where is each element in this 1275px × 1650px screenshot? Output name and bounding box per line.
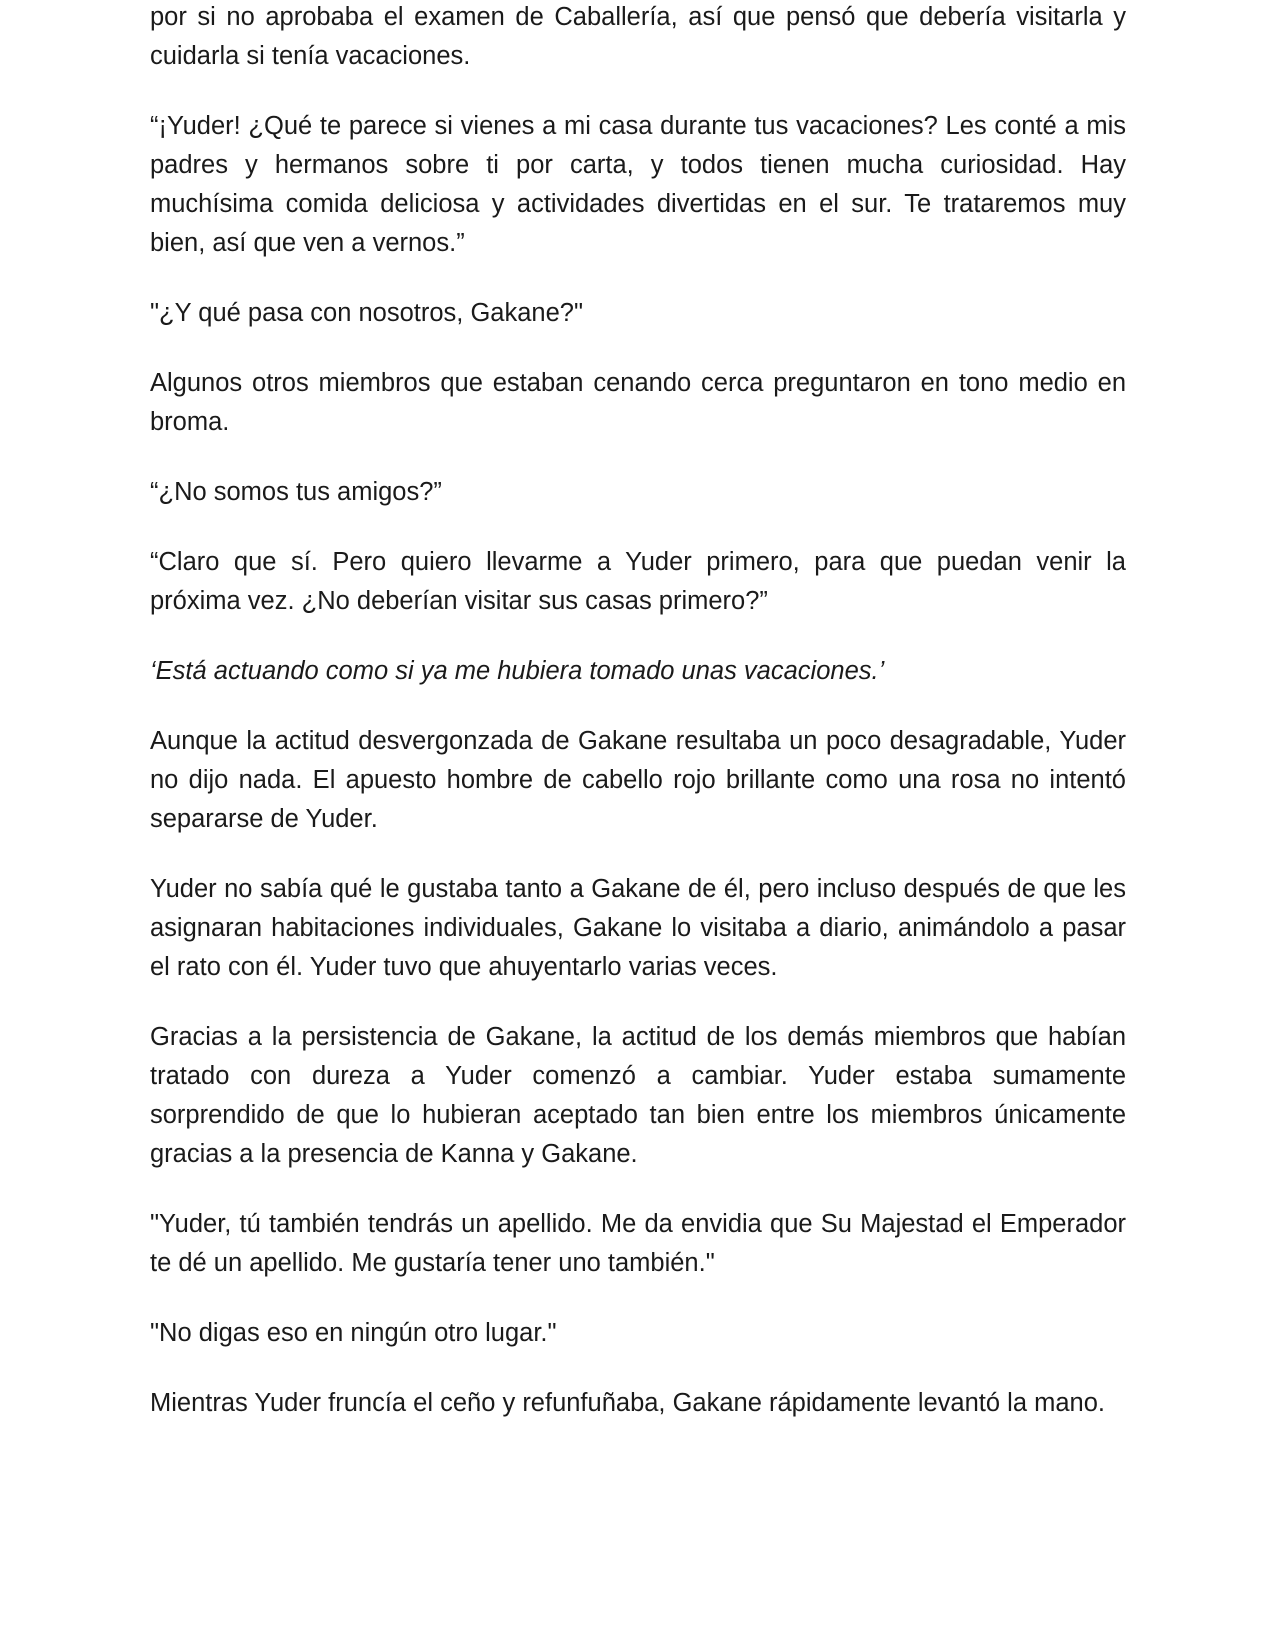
paragraph-8: Aunque la actitud desvergonzada de Gakane resultaba un poco desagradable, Yuder no dijo nada. El apuesto hombre de cabello rojo brillante como una rosa no intentó separarse de Yuder. xyxy=(150,727,1126,833)
paragraph-4: Algunos otros miembros que estaban cenando cerca preguntaron en tono medio en broma. xyxy=(150,369,1126,436)
paragraph-13: Mientras Yuder fruncía el ceño y refunfuñaba, Gakane rápidamente levantó la mano. xyxy=(150,1389,1105,1417)
paragraph-11: "Yuder, tú también tendrás un apellido. Me da envidia que Su Majestad el Emperador te dé un apellido. Me gustaría tener uno también." xyxy=(150,1210,1126,1277)
paragraph-9: Yuder no sabía qué le gustaba tanto a Gakane de él, pero incluso después de que les asignaran habitaciones individuales, Gakane lo visitaba a diario, animándolo a pasar el rato con él. Yuder tuvo que ahuyentarlo varias veces. xyxy=(150,875,1126,981)
paragraph-5: “¿No somos tus amigos?” xyxy=(150,478,442,506)
paragraph-12: "No digas eso en ningún otro lugar." xyxy=(150,1319,557,1347)
paragraph-7-italic-thought: ‘Está actuando como si ya me hubiera tomado unas vacaciones.’ xyxy=(150,657,885,685)
paragraph-3: "¿Y qué pasa con nosotros, Gakane?" xyxy=(150,299,583,327)
paragraph-1: por si no aprobaba el examen de Caballería, así que pensó que debería visitarla y cuidarla si tenía vacaciones. xyxy=(150,3,1126,70)
paragraph-6: “Claro que sí. Pero quiero llevarme a Yuder primero, para que puedan venir la próxima vez. ¿No deberían visitar sus casas primero?” xyxy=(150,548,1126,615)
document-page xyxy=(150,0,1126,1454)
paragraph-10: Gracias a la persistencia de Gakane, la actitud de los demás miembros que habían tratado con dureza a Yuder comenzó a cambiar. Yuder estaba sumamente sorprendido de que lo hubieran aceptado tan bien entre los miembros únicamente gracias a la presencia de Kanna y Gakane. xyxy=(150,1023,1126,1168)
paragraph-2: “¡Yuder! ¿Qué te parece si vienes a mi casa durante tus vacaciones? Les conté a mis padres y hermanos sobre ti por carta, y todos tienen mucha curiosidad. Hay muchísima comida deliciosa y actividades divertidas en el sur. Te trataremos muy bien, así que ven a vernos.” xyxy=(150,112,1126,257)
